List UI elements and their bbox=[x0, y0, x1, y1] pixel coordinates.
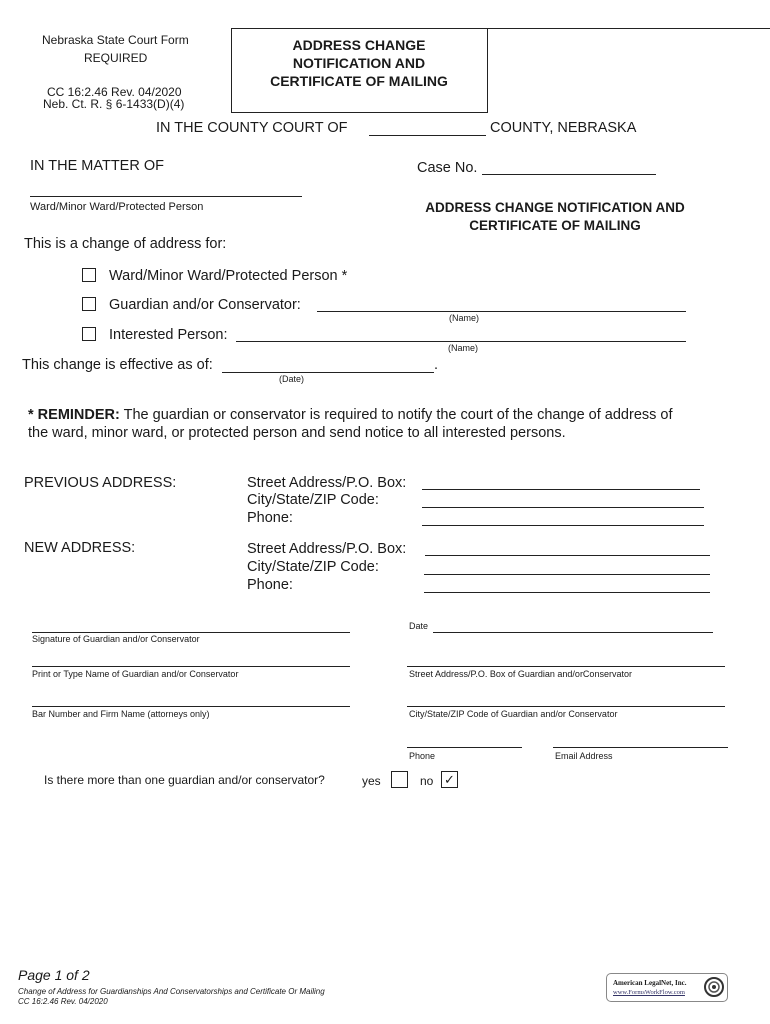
matter-label: IN THE MATTER OF bbox=[30, 158, 164, 174]
multiple-guardian-question: Is there more than one guardian and/or conservator? bbox=[44, 773, 325, 787]
swirl-logo-icon bbox=[703, 976, 725, 998]
guardian-street-label: Street Address/P.O. Box of Guardian and/orConservator bbox=[409, 669, 632, 679]
required-label: REQUIRED bbox=[84, 51, 148, 65]
new-city-label: City/State/ZIP Code: bbox=[247, 559, 379, 575]
change-intro: This is a change of address for: bbox=[24, 236, 227, 252]
new-street-field[interactable] bbox=[425, 555, 710, 556]
header-title-line3: CERTIFICATE OF MAILING bbox=[270, 73, 448, 89]
guardian-email-field[interactable] bbox=[553, 747, 728, 748]
new-phone-field[interactable] bbox=[424, 592, 710, 593]
logo-url: www.FormsWorkFlow.com bbox=[613, 989, 685, 996]
form-type: Nebraska State Court Form bbox=[42, 33, 189, 47]
interested-checkbox[interactable] bbox=[82, 327, 96, 341]
signature-label: Signature of Guardian and/or Conservator bbox=[32, 634, 200, 644]
reminder-text-line1: The guardian or conservator is required to notify the court of the change of address of bbox=[119, 407, 673, 423]
signature-field[interactable] bbox=[32, 632, 350, 633]
guardian-name-caption: (Name) bbox=[449, 313, 480, 323]
right-title-line2: CERTIFICATE OF MAILING bbox=[469, 218, 641, 233]
right-title bbox=[400, 199, 710, 235]
no-checkbox[interactable] bbox=[441, 771, 458, 788]
guardian-city-field[interactable] bbox=[407, 706, 725, 707]
new-phone-label: Phone: bbox=[247, 577, 293, 593]
guardian-city-label: City/State/ZIP Code of Guardian and/or Conservator bbox=[409, 709, 618, 719]
date-label: Date bbox=[409, 621, 429, 631]
court-rule: Neb. Ct. R. § 6-1433(D)(4) bbox=[43, 97, 185, 111]
guardian-name-field[interactable] bbox=[317, 311, 686, 312]
court-prefix: IN THE COUNTY COURT OF bbox=[156, 120, 348, 136]
bar-number-field[interactable] bbox=[32, 706, 350, 707]
form-number: CC 16:2.46 Rev. 04/2020 bbox=[47, 85, 182, 99]
publisher-logo bbox=[606, 973, 728, 1002]
checkmark-icon: ✓ bbox=[444, 772, 455, 787]
previous-street-label: Street Address/P.O. Box: bbox=[247, 475, 407, 491]
county-field[interactable] bbox=[369, 135, 486, 136]
page-number: Page 1 of 2 bbox=[18, 967, 90, 983]
previous-street-field[interactable] bbox=[422, 489, 700, 490]
interested-name-caption: (Name) bbox=[448, 343, 479, 353]
print-name-field[interactable] bbox=[32, 666, 350, 667]
logo-name: American LegalNet, Inc. bbox=[613, 979, 687, 987]
ward-option-label: Ward/Minor Ward/Protected Person * bbox=[109, 268, 348, 284]
guardian-street-field[interactable] bbox=[407, 666, 725, 667]
previous-phone-label: Phone: bbox=[247, 510, 293, 526]
footer-description: Change of Address for Guardianships And Conservatorships and Certificate Or Mailing bbox=[18, 987, 325, 996]
ward-checkbox[interactable] bbox=[82, 268, 96, 282]
yes-checkbox[interactable] bbox=[391, 771, 408, 788]
court-suffix: COUNTY, NEBRASKA bbox=[490, 120, 637, 136]
case-no-label: Case No. bbox=[417, 160, 478, 176]
print-name-label: Print or Type Name of Guardian and/or Conservator bbox=[32, 669, 239, 679]
effective-period: . bbox=[434, 357, 439, 373]
previous-city-label: City/State/ZIP Code: bbox=[247, 492, 379, 508]
new-address-label: NEW ADDRESS: bbox=[24, 540, 136, 556]
right-title-line1: ADDRESS CHANGE NOTIFICATION AND bbox=[425, 200, 685, 215]
case-no-field[interactable] bbox=[482, 174, 656, 175]
guardian-phone-field[interactable] bbox=[407, 747, 522, 748]
guardian-option-label: Guardian and/or Conservator: bbox=[109, 297, 301, 313]
yes-label: yes bbox=[362, 774, 381, 788]
guardian-checkbox[interactable] bbox=[82, 297, 96, 311]
reminder-label: * REMINDER: bbox=[28, 407, 120, 423]
new-street-label: Street Address/P.O. Box: bbox=[247, 541, 407, 557]
footer-form-number: CC 16:2.46 Rev. 04/2020 bbox=[18, 997, 108, 1006]
reminder-text-line2: the ward, minor ward, or protected person and send notice to all interested persons. bbox=[28, 425, 566, 441]
interested-option-label: Interested Person: bbox=[109, 327, 228, 343]
email-label: Email Address bbox=[555, 751, 613, 761]
signature-date-field[interactable] bbox=[433, 632, 713, 633]
interested-name-field[interactable] bbox=[236, 341, 686, 342]
previous-address-label: PREVIOUS ADDRESS: bbox=[24, 475, 177, 491]
no-label: no bbox=[420, 774, 434, 788]
header-title-line1: ADDRESS CHANGE bbox=[292, 37, 426, 53]
effective-label: This change is effective as of: bbox=[22, 357, 213, 373]
person-label: Ward/Minor Ward/Protected Person bbox=[30, 201, 204, 213]
date-caption: (Date) bbox=[279, 374, 305, 384]
header-title bbox=[232, 36, 486, 90]
previous-city-field[interactable] bbox=[422, 507, 704, 508]
bar-number-label: Bar Number and Firm Name (attorneys only) bbox=[32, 709, 210, 719]
person-name-field[interactable] bbox=[30, 196, 302, 197]
phone-label: Phone bbox=[409, 751, 436, 761]
reminder bbox=[28, 406, 748, 442]
header-title-line2: NOTIFICATION AND bbox=[292, 55, 426, 71]
previous-phone-field[interactable] bbox=[422, 525, 704, 526]
new-city-field[interactable] bbox=[424, 574, 710, 575]
effective-date-field[interactable] bbox=[222, 372, 434, 373]
